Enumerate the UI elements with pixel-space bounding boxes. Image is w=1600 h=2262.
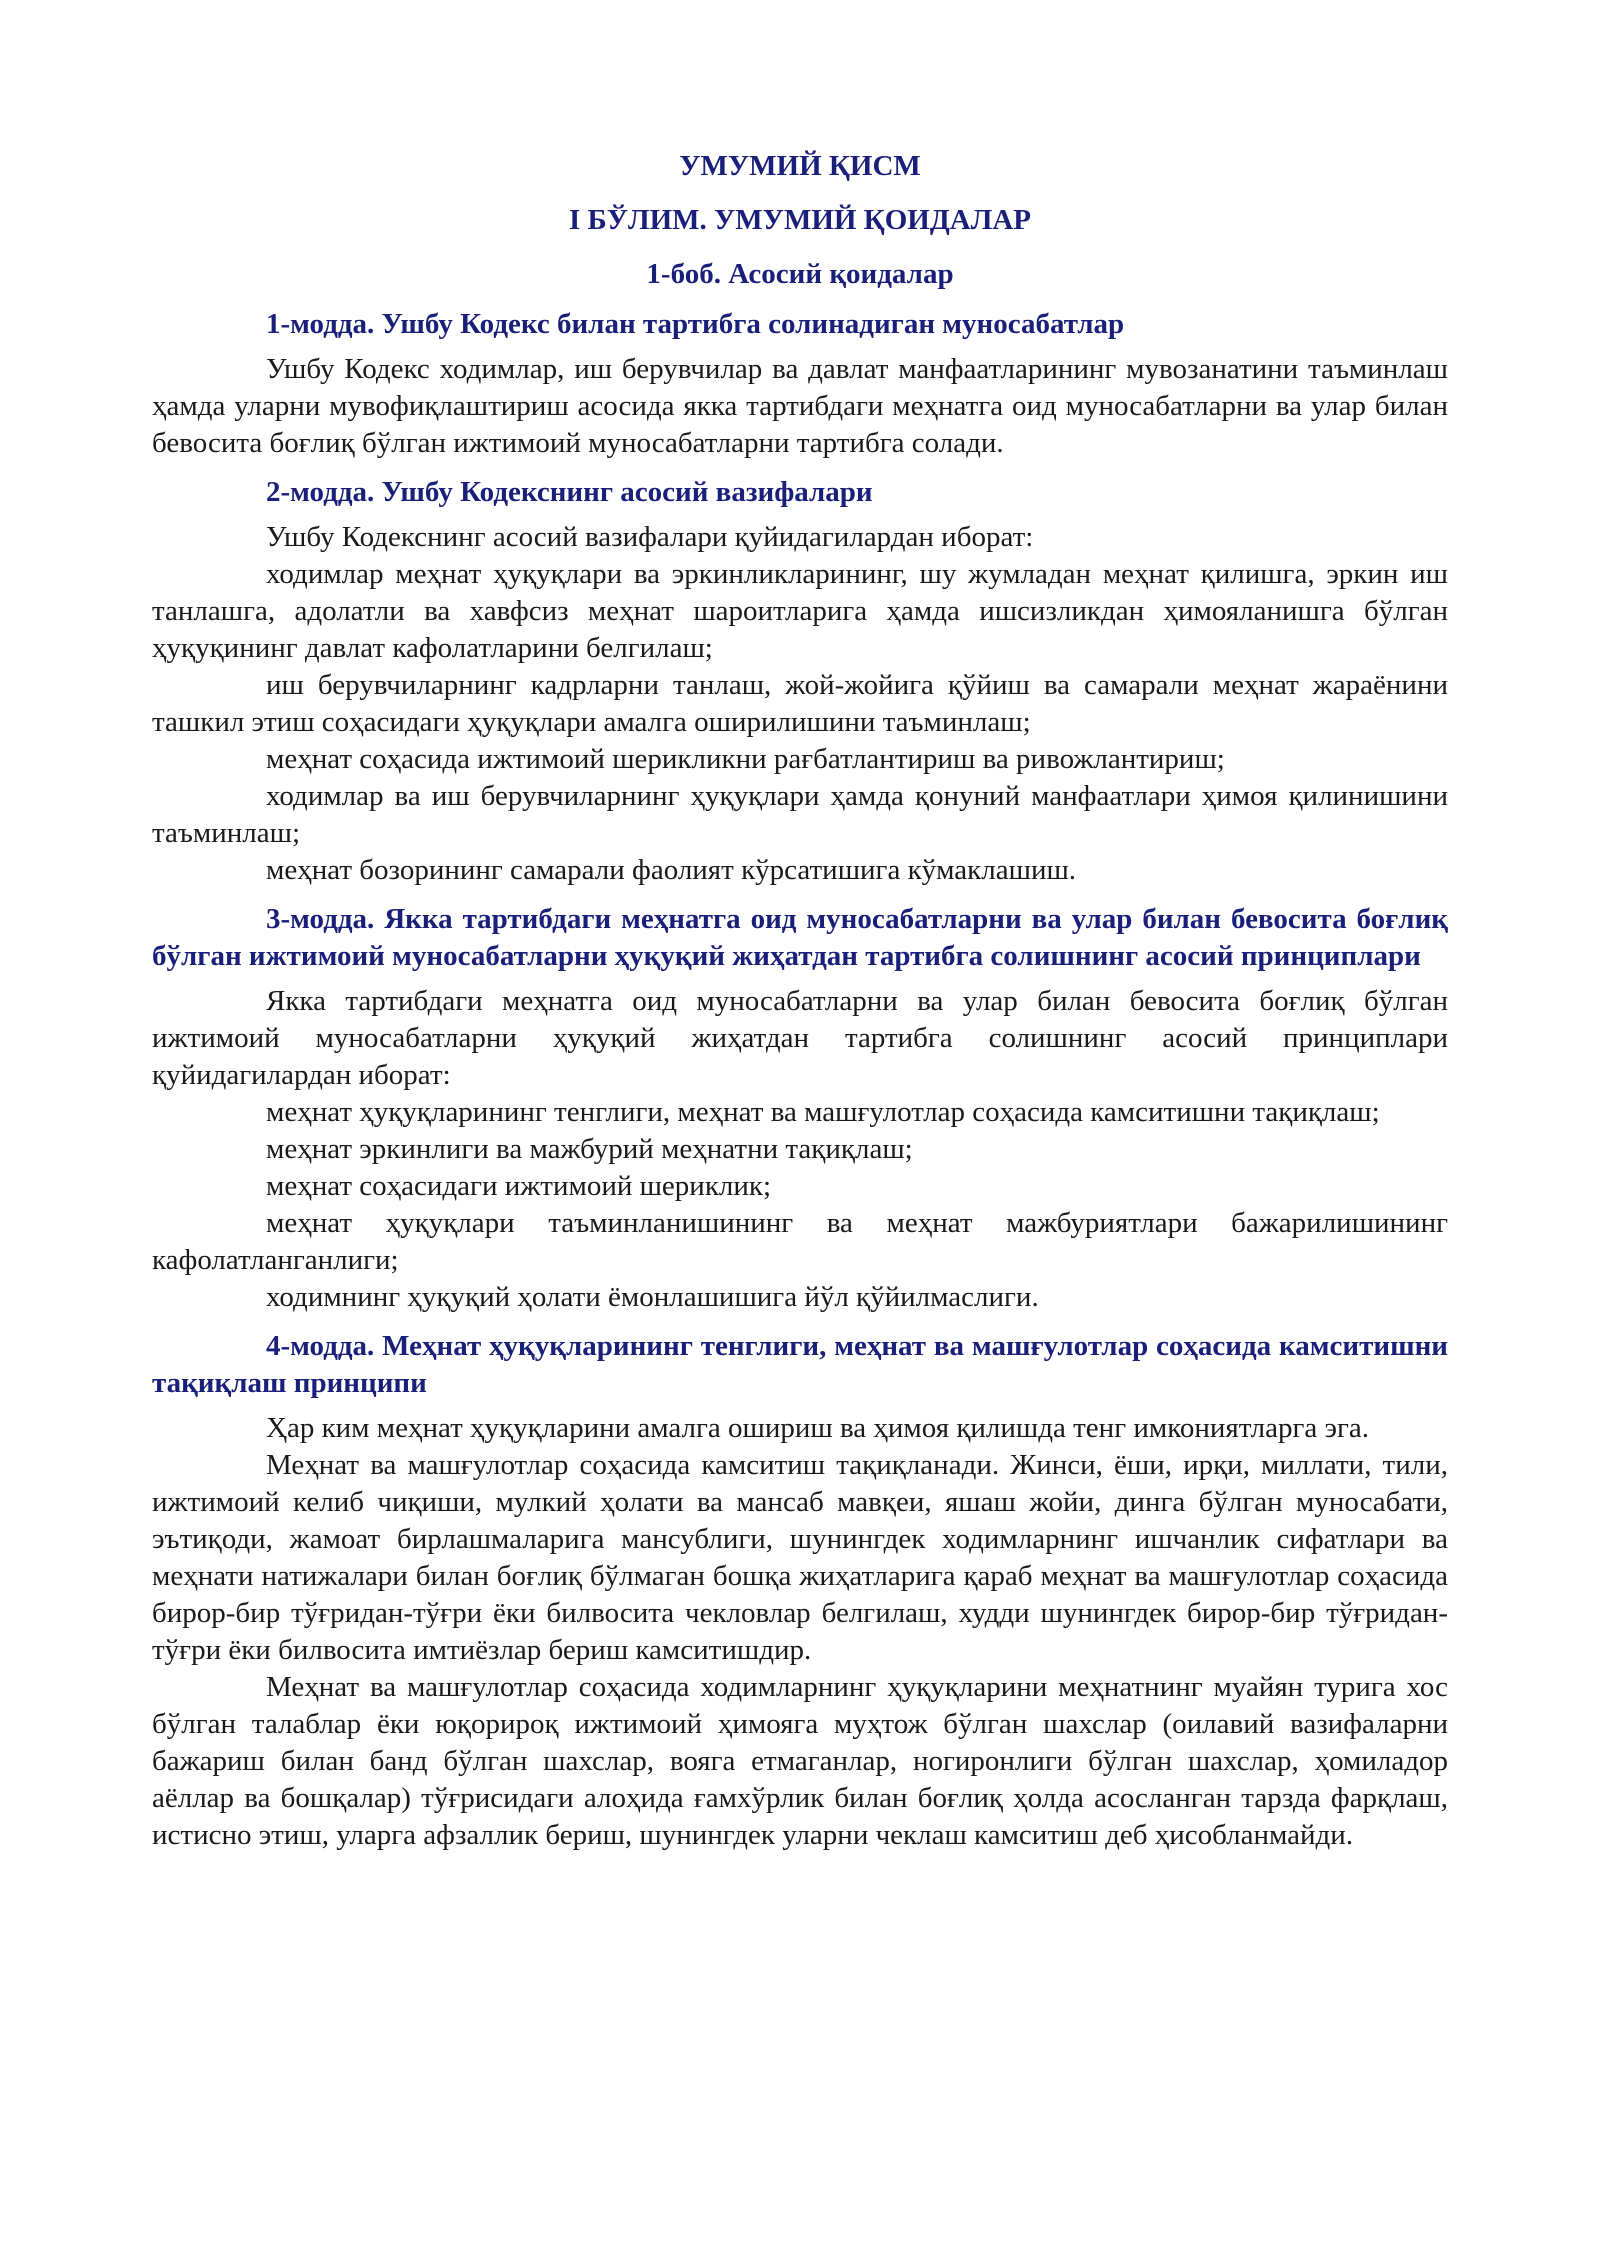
- article-paragraph: Ҳар ким меҳнат ҳуқуқларини амалга ошириш ва ҳимоя қилишда тенг имкониятларга эга.: [266, 1412, 1369, 1444]
- article-title: 1-модда. Ушбу Кодекс билан тартибга солинадиган муносабатлар: [266, 308, 1125, 340]
- chapter-title: 1-боб. Асосий қоидалар: [646, 258, 954, 290]
- section-title: I БЎЛИМ. УМУМИЙ ҚОИДАЛАР: [568, 204, 1031, 236]
- article-4: [152, 1328, 1448, 1854]
- article-paragraph: меҳнат соҳасидаги ижтимоий шериклик;: [266, 1170, 772, 1202]
- article-3: [152, 901, 1448, 1316]
- article-title: 2-модда. Ушбу Кодекснинг асосий вазифалари: [266, 476, 873, 508]
- article-paragraph: меҳнат эркинлиги ва мажбурий меҳнатни тақиқлаш;: [266, 1133, 913, 1165]
- article-paragraph: ходимлар меҳнат ҳуқуқлари ва эркинликларининг, шу жумладан меҳнат қилишга, эркин иш танлашга, адолатли ва хавфсиз меҳнат шароитларига ҳамда ишсизликдан ҳимояланишга бўлган ҳуқуқининг давлат кафолатларини белгилаш;: [152, 558, 1448, 664]
- article-paragraph: Меҳнат ва машғулотлар соҳасида ходимларнинг ҳуқуқларини меҳнатнинг муайян турига хос бўлган талаблар ёки юқорироқ ижтимоий ҳимояга муҳтож бўлган шахслар (оилавий вазифаларни бажариш билан банд бўлган шахслар, вояга етмаганлар, ногиронлиги бўлган шахслар, ҳомиладор аёллар ва бошқалар) тўғрисидаги алоҳида ғамхўрлик билан боғлиқ ҳолда асосланган тарзда фарқлаш, истисно этиш, уларга афзаллик бериш, шунингдек уларни чеклаш камситиш деб ҳисобланмайди.: [152, 1671, 1448, 1851]
- article-paragraph: Ушбу Кодекс ходимлар, иш берувчилар ва давлат манфаатларининг мувозанатини таъминлаш ҳамда уларни мувофиқлаштириш асосида якка тартибдаги меҳнатга оид муносабатларни ва улар билан бевосита боғлиқ бўлган ижтимоий муносабатларни тартибга солади.: [152, 353, 1448, 459]
- article-paragraph: меҳнат ҳуқуқларининг тенглиги, меҳнат ва машғулотлар соҳасида камситишни тақиқлаш;: [266, 1096, 1380, 1128]
- article-paragraph: ходимнинг ҳуқуқий ҳолати ёмонлашишига йўл қўйилмаслиги.: [266, 1281, 1039, 1313]
- article-1: [152, 306, 1448, 462]
- article-2: [152, 474, 1448, 889]
- article-paragraph: меҳнат соҳасида ижтимоий шерикликни рағбатлантириш ва ривожлантириш;: [266, 743, 1225, 775]
- article-title: 4-модда. Меҳнат ҳуқуқларининг тенглиги, меҳнат ва машғулотлар соҳасида камситишни тақиқлаш принципи: [152, 1330, 1448, 1399]
- article-paragraph: ходимлар ва иш берувчиларнинг ҳуқуқлари ҳамда қонуний манфаатлари ҳимоя қилинишини таъминлаш;: [152, 780, 1448, 849]
- article-paragraph: меҳнат ҳуқуқлари таъминланишининг ва меҳнат мажбуриятлари бажарилишининг кафолатланганлиги;: [152, 1207, 1448, 1276]
- article-title: 3-модда. Якка тартибдаги меҳнатга оид муносабатларни ва улар билан бевосита боғлиқ бўлган ижтимоий муносабатларни ҳуқуқий жиҳатдан тартибга солишнинг асосий принциплари: [152, 903, 1448, 972]
- part-title: УМУМИЙ ҚИСМ: [679, 150, 921, 182]
- article-paragraph: Ушбу Кодекснинг асосий вазифалари қуйидагилардан иборат:: [266, 521, 1034, 553]
- article-paragraph: Меҳнат ва машғулотлар соҳасида камситиш тақиқланади. Жинси, ёши, ирқи, миллати, тили, ижтимоий келиб чиқиши, мулкий ҳолати ва мансаб мавқеи, яшаш жойи, динга бўлган муносабати, эътиқоди, жамоат бирлашмаларига мансублиги, шунингдек ходимларнинг ишчанлик сифатлари ва меҳнати натижалари билан боғлиқ бўлмаган бошқа жиҳатларига қараб меҳнат ва машғулотлар соҳасида бирор-бир тўғридан-тўғри ёки билвосита чекловлар белгилаш, худди шунингдек бирор-бир тўғридан-тўғри ёки билвосита имтиёзлар бериш камситишдир.: [152, 1449, 1448, 1666]
- article-paragraph: Якка тартибдаги меҳнатга оид муносабатларни ва улар билан бевосита боғлиқ бўлган ижтимоий муносабатларни ҳуқуқий жиҳатдан тартибга солишнинг асосий принциплари қуйидагилардан иборат:: [152, 985, 1448, 1091]
- article-paragraph: меҳнат бозорининг самарали фаолият кўрсатишига кўмаклашиш.: [266, 854, 1077, 886]
- article-paragraph: иш берувчиларнинг кадрларни танлаш, жой-жойига қўйиш ва самарали меҳнат жараёнини ташкил этиш соҳасидаги ҳуқуқлари амалга оширилишини таъминлаш;: [152, 669, 1448, 738]
- document-page: [152, 148, 1448, 1854]
